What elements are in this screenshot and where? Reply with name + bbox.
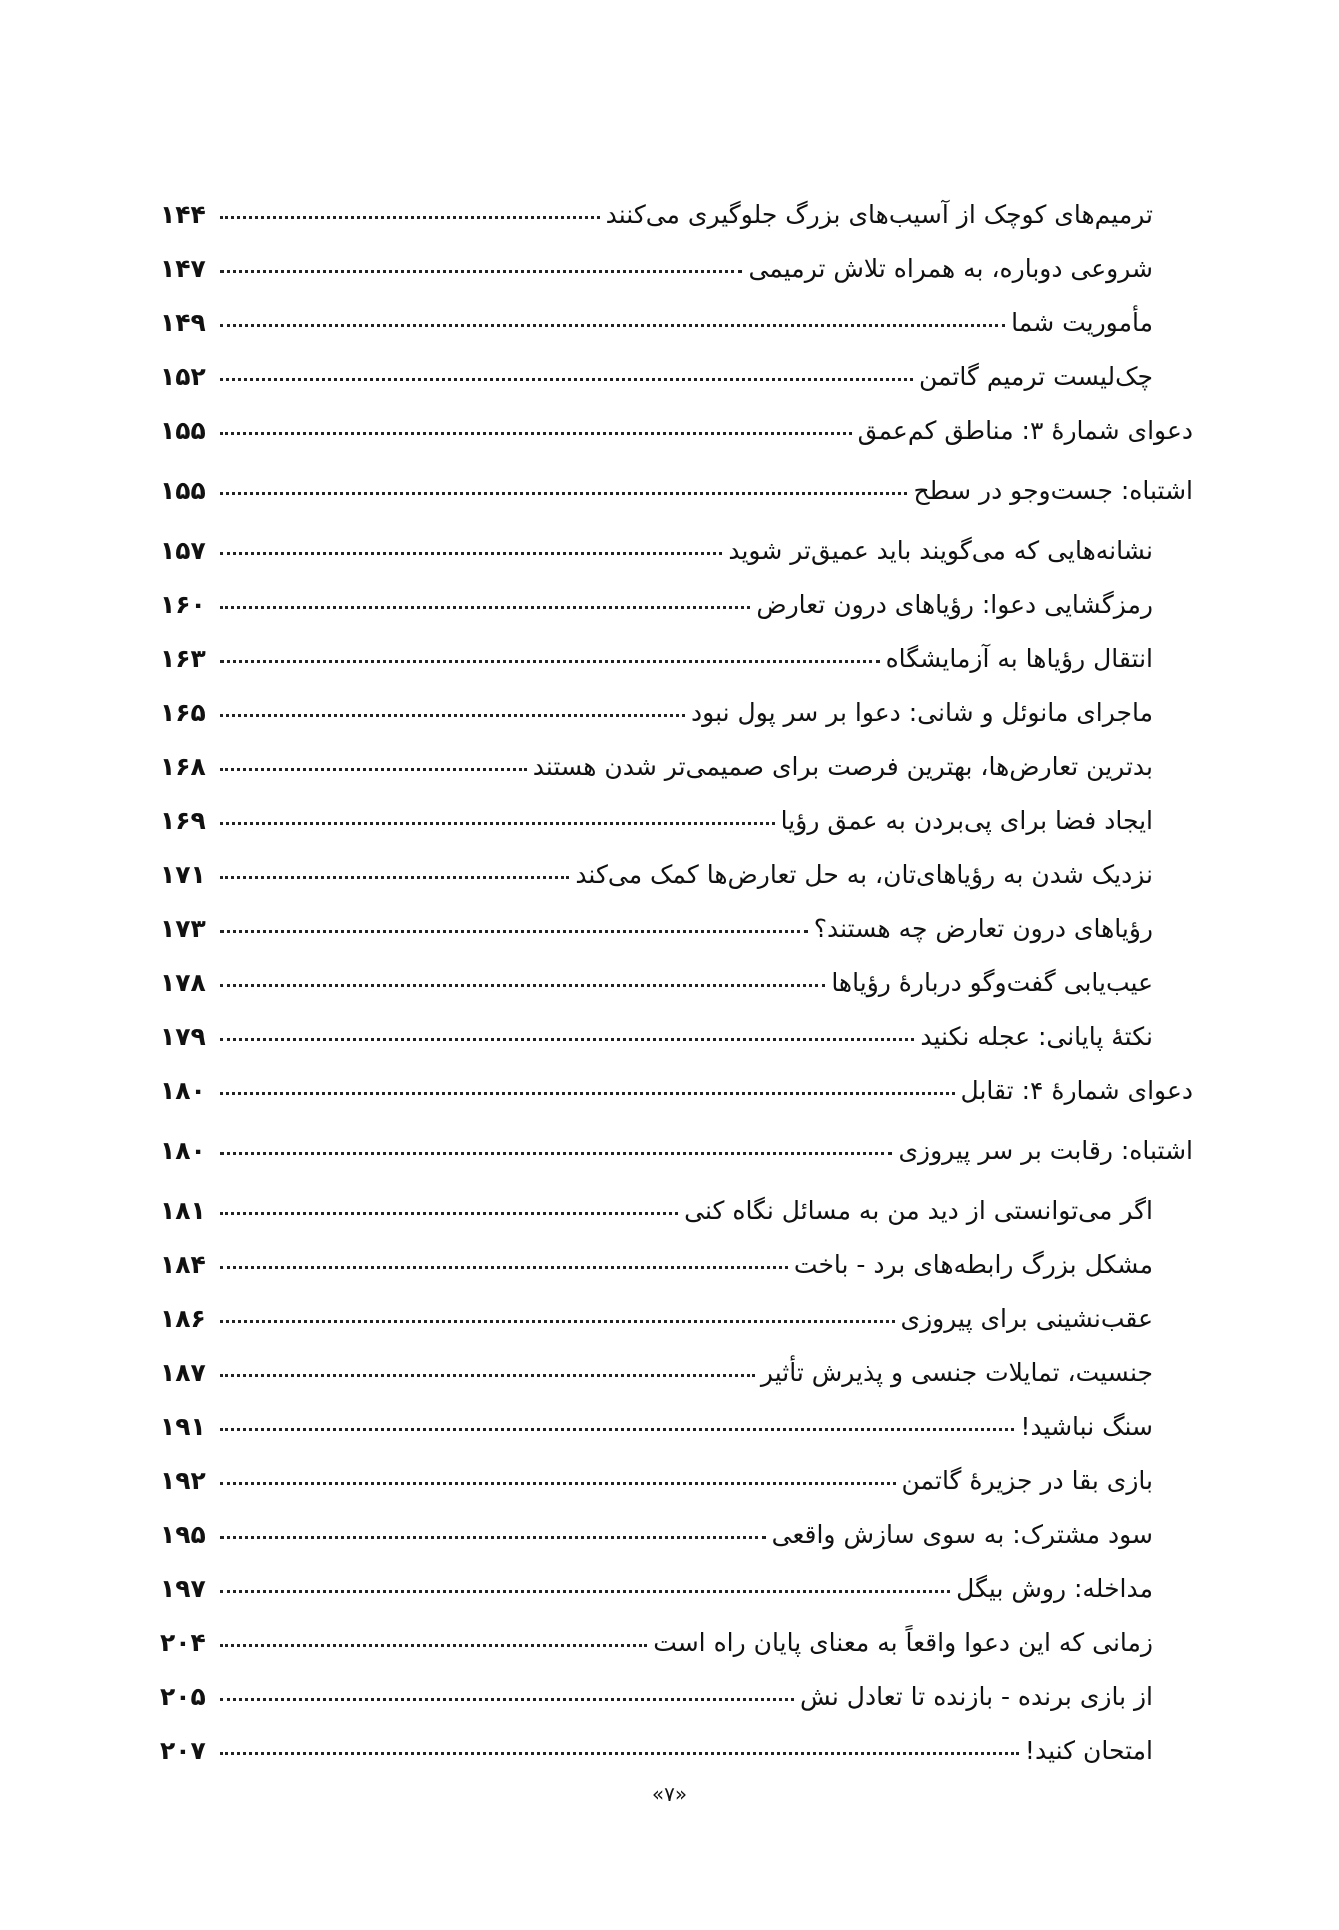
toc-entry (160, 914, 1193, 944)
dot-leader (220, 768, 527, 771)
dot-leader (220, 1536, 766, 1539)
toc-entry (160, 860, 1193, 890)
toc-entry-title: نکتهٔ پایانی: عجله نکنید (920, 1022, 1153, 1051)
toc-entry-title: بدترین تعارض‌ها، بهترین فرصت برای صمیمی‌تر شدن هستند (532, 752, 1153, 781)
toc-entry (160, 1250, 1193, 1280)
toc-entry-page: ۱۷۹ (160, 1022, 206, 1051)
toc-entry (160, 1736, 1193, 1766)
dot-leader (220, 1374, 755, 1377)
table-of-contents (160, 200, 1193, 1766)
toc-entry (160, 1520, 1193, 1550)
dot-leader (220, 660, 880, 663)
toc-entry-page: ۱۹۲ (160, 1466, 206, 1495)
toc-entry-title: زمانی که این دعوا واقعاً به معنای پایان راه است (653, 1628, 1153, 1657)
toc-entry (160, 1196, 1193, 1226)
toc-entry-title: عقب‌نشینی برای پیروزی (900, 1304, 1153, 1333)
toc-entry-title: اشتباه: جست‌وجو در سطح (913, 476, 1193, 505)
toc-entry (160, 1412, 1193, 1442)
toc-entry-page: ۱۵۵ (160, 416, 206, 445)
dot-leader (220, 552, 722, 555)
toc-entry-title: اشتباه: رقابت بر سر پیروزی (898, 1136, 1193, 1165)
toc-entry-title: دعوای شمارهٔ ۳: مناطق کم‌عمق (857, 416, 1193, 445)
toc-entry-title: چک‌لیست ترمیم گاتمن (918, 362, 1153, 391)
dot-leader (220, 1092, 955, 1095)
toc-entry-title: عیب‌یابی گفت‌وگو دربارهٔ رؤیاها (831, 968, 1153, 997)
dot-leader (220, 378, 913, 381)
toc-entry-title: امتحان کنید! (1024, 1736, 1153, 1765)
toc-entry-page: ۱۶۹ (160, 806, 206, 835)
dot-leader (220, 1152, 892, 1155)
toc-entry (160, 752, 1193, 782)
dot-leader (220, 876, 569, 879)
toc-entry (160, 476, 1193, 506)
toc-entry-page: ۱۸۷ (160, 1358, 206, 1387)
dot-leader (220, 930, 808, 933)
toc-entry-page: ۱۹۱ (160, 1412, 206, 1441)
toc-entry-page: ۱۸۶ (160, 1304, 206, 1333)
toc-entry (160, 1304, 1193, 1334)
toc-entry (160, 1466, 1193, 1496)
toc-entry-page: ۱۴۴ (160, 200, 206, 229)
toc-entry-page: ۲۰۵ (160, 1682, 206, 1711)
toc-entry-page: ۱۸۴ (160, 1250, 206, 1279)
toc-entry-title: اگر می‌توانستی از دید من به مسائل نگاه کنی (684, 1196, 1153, 1225)
toc-entry-title: رؤیاهای درون تعارض چه هستند؟ (813, 914, 1153, 943)
toc-entry (160, 1022, 1193, 1052)
toc-entry-page: ۱۵۷ (160, 536, 206, 565)
toc-entry-page: ۱۸۰ (160, 1136, 206, 1165)
dot-leader (220, 714, 685, 717)
toc-entry (160, 1682, 1193, 1712)
toc-entry (160, 362, 1193, 392)
toc-entry (160, 1358, 1193, 1388)
toc-entry (160, 308, 1193, 338)
toc-entry (160, 1136, 1193, 1166)
toc-entry-page: ۱۵۲ (160, 362, 206, 391)
dot-leader (220, 1752, 1019, 1755)
dot-leader (220, 270, 742, 273)
toc-entry-title: از بازی برنده - بازنده تا تعادل نش (800, 1682, 1153, 1711)
toc-entry (160, 536, 1193, 566)
toc-entry-title: انتقال رؤیاها به آزمایشگاه (885, 644, 1153, 673)
dot-leader (220, 1266, 788, 1269)
dot-leader (220, 1428, 1014, 1431)
toc-entry-title: مداخله: روش بیگل (956, 1574, 1153, 1603)
toc-entry-page: ۱۷۱ (160, 860, 206, 889)
dot-leader (220, 1212, 678, 1215)
toc-entry-page: ۱۶۰ (160, 590, 206, 619)
dot-leader (220, 606, 750, 609)
toc-entry-title: ایجاد فضا برای پی‌بردن به عمق رؤیا (780, 806, 1153, 835)
toc-entry-page: ۱۷۳ (160, 914, 206, 943)
toc-entry-page: ۲۰۴ (160, 1628, 206, 1657)
toc-entry-title: ماجرای مانوئل و شانی: دعوا بر سر پول نبود (691, 698, 1153, 727)
toc-entry (160, 968, 1193, 998)
toc-entry (160, 1574, 1193, 1604)
toc-entry-page: ۱۶۳ (160, 644, 206, 673)
toc-entry-page: ۱۷۸ (160, 968, 206, 997)
toc-entry-page: ۱۹۵ (160, 1520, 206, 1549)
dot-leader (220, 1590, 950, 1593)
toc-entry-page: ۱۸۰ (160, 1076, 206, 1105)
toc-entry (160, 698, 1193, 728)
dot-leader (220, 1038, 914, 1041)
toc-entry (160, 254, 1193, 284)
dot-leader (220, 216, 600, 219)
toc-entry-page: ۱۸۱ (160, 1196, 206, 1225)
toc-entry-page: ۱۹۷ (160, 1574, 206, 1603)
toc-entry-title: بازی بقا در جزیرهٔ گاتمن (901, 1466, 1153, 1495)
toc-entry-title: رمزگشایی دعوا: رؤیاهای درون تعارض (756, 590, 1153, 619)
toc-entry-title: نزدیک شدن به رؤیاهای‌تان، به حل تعارض‌ها کمک می‌کند (575, 860, 1153, 889)
toc-entry-title: سنگ نباشید! (1020, 1412, 1153, 1441)
toc-entry-page: ۱۵۵ (160, 476, 206, 505)
toc-entry-title: مأموریت شما (1011, 308, 1153, 337)
toc-entry-page: ۲۰۷ (160, 1736, 206, 1765)
toc-entry-title: مشکل بزرگ رابطه‌های برد - باخت (793, 1250, 1153, 1279)
toc-entry (160, 1076, 1193, 1106)
toc-entry (160, 1628, 1193, 1658)
dot-leader (220, 432, 852, 435)
dot-leader (220, 1482, 896, 1485)
page-number: «۷» (651, 1782, 688, 1806)
toc-entry-page: ۱۶۵ (160, 698, 206, 727)
dot-leader (220, 492, 907, 495)
toc-entry (160, 416, 1193, 446)
dot-leader (220, 1320, 895, 1323)
toc-entry-title: دعوای شمارهٔ ۴: تقابل (960, 1076, 1193, 1105)
toc-entry (160, 590, 1193, 620)
toc-entry-title: سود مشترک: به سوی سازش واقعی (771, 1520, 1153, 1549)
toc-entry-title: شروعی دوباره، به همراه تلاش ترمیمی (748, 254, 1153, 283)
dot-leader (220, 1698, 794, 1701)
toc-entry-title: نشانه‌هایی که می‌گویند باید عمیق‌تر شوید (728, 536, 1153, 565)
dot-leader (220, 1644, 647, 1647)
toc-entry-title: ترمیم‌های کوچک از آسیب‌های بزرگ جلوگیری می‌کنند (605, 200, 1153, 229)
toc-entry-page: ۱۴۹ (160, 308, 206, 337)
toc-entry-title: جنسیت، تمایلات جنسی و پذیرش تأثیر (760, 1358, 1153, 1387)
dot-leader (220, 984, 825, 987)
dot-leader (220, 324, 1005, 327)
toc-entry (160, 200, 1193, 230)
toc-entry (160, 806, 1193, 836)
dot-leader (220, 822, 775, 825)
toc-entry-page: ۱۴۷ (160, 254, 206, 283)
toc-entry (160, 644, 1193, 674)
toc-entry-page: ۱۶۸ (160, 752, 206, 781)
